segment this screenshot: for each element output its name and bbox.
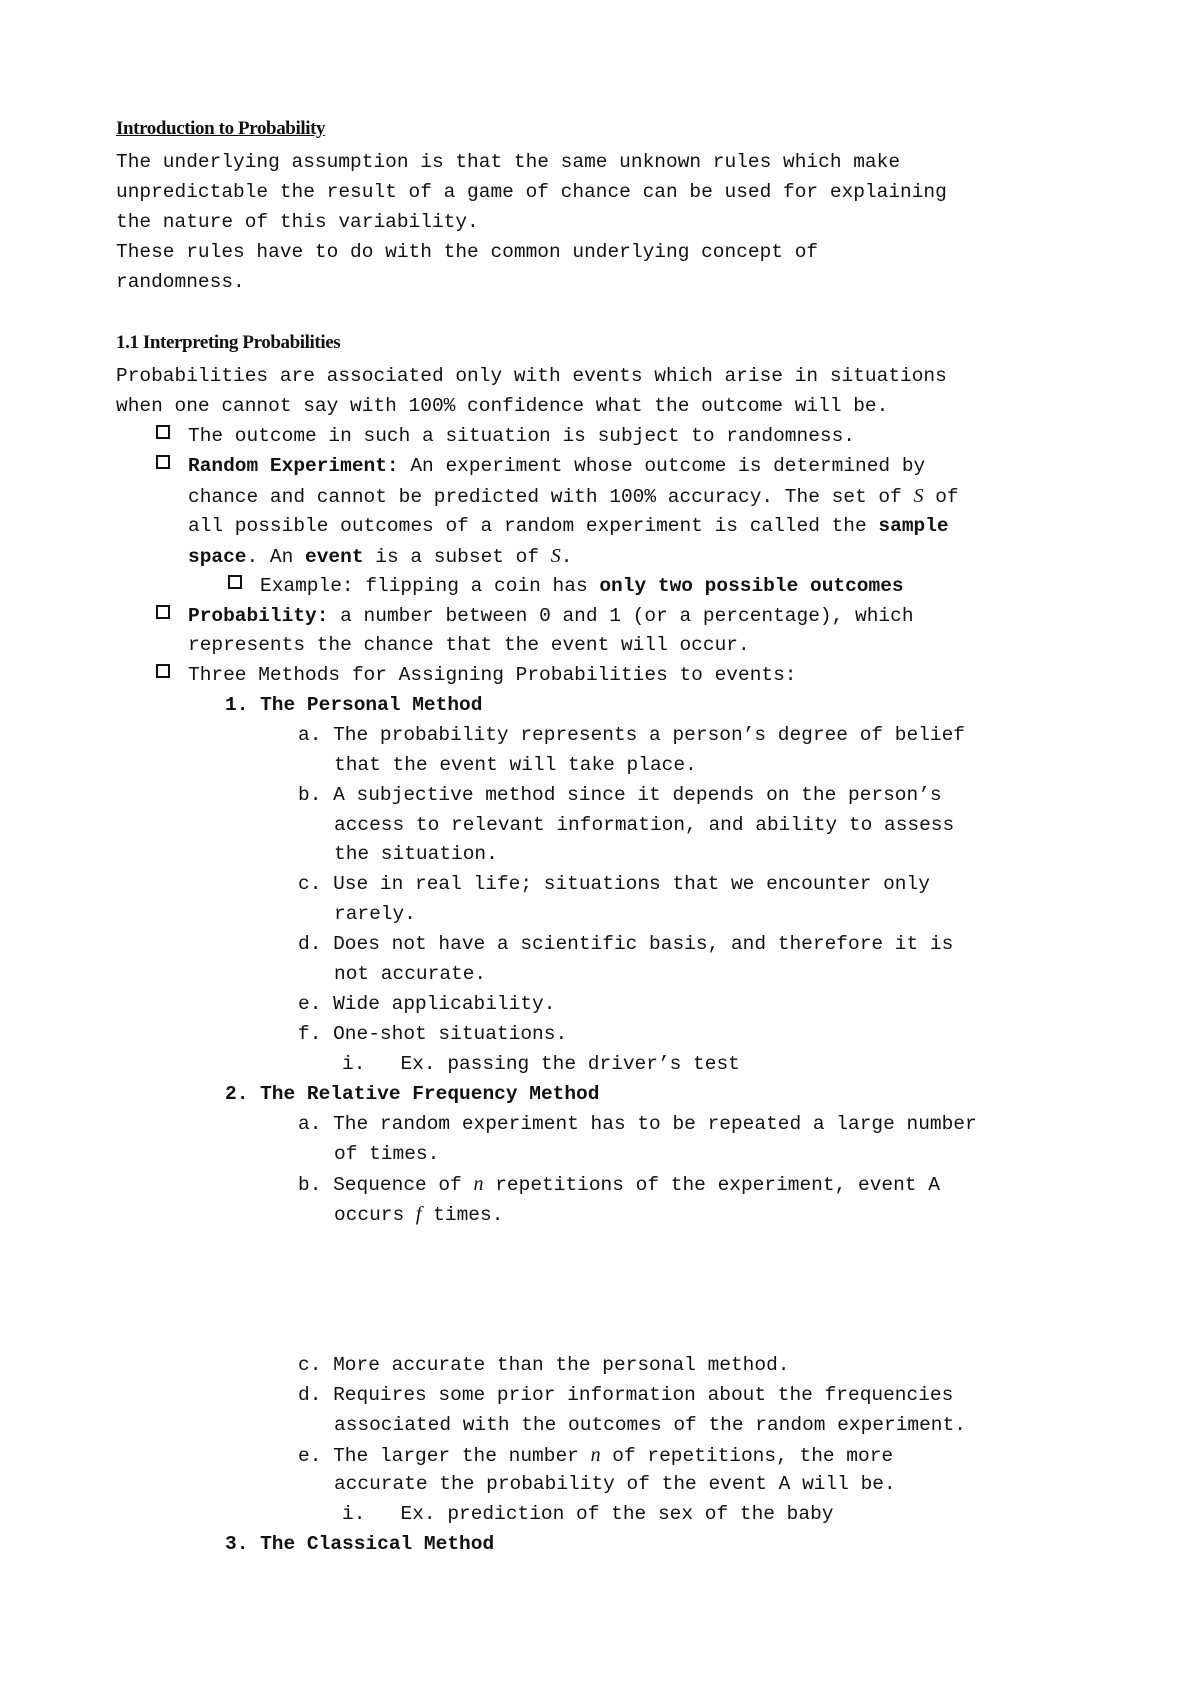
list-item: f. One-shot situations. — [298, 1023, 568, 1045]
list-text: e. The larger the number — [298, 1445, 591, 1467]
variable-s: S — [913, 485, 924, 507]
page-title: Introduction to Probability — [116, 118, 326, 139]
method-heading: 1. The Personal Method — [225, 694, 483, 716]
list-item: b. A subjective method since it depends on the person’s — [298, 784, 942, 806]
list-text: b. Sequence of — [298, 1174, 474, 1196]
sub-list-item: i. Ex. prediction of the sex of the baby — [342, 1503, 834, 1525]
sub-list-item: i. Ex. passing the driver’s test — [342, 1053, 740, 1075]
list-text: of repetitions, the more — [600, 1445, 894, 1467]
term-probability: Probability: — [188, 605, 329, 627]
bold-phrase: only two possible outcomes — [599, 575, 904, 597]
list-text: repetitions of the experiment, event A — [483, 1174, 940, 1196]
bullet-continuation — [188, 541, 572, 572]
list-text: occurs — [334, 1204, 416, 1226]
list-item: c. Use in real life; situations that we encounter only — [298, 873, 930, 895]
bullet-text: An experiment whose outcome is determined by — [398, 455, 926, 477]
term-event: event — [305, 546, 364, 568]
list-item-continuation: access to relevant information, and ability to assess — [334, 814, 955, 836]
list-item: d. Does not have a scientific basis, and therefore it is — [298, 933, 954, 955]
section-line: when one cannot say with 100% confidence what the outcome will be. — [116, 395, 889, 417]
bullet-item — [188, 451, 925, 481]
list-text: times. — [421, 1204, 504, 1226]
list-item: c. More accurate than the personal method. — [298, 1354, 790, 1376]
term-random-experiment: Random Experiment: — [188, 455, 399, 477]
intro-line: randomness. — [116, 271, 245, 293]
variable-n: n — [473, 1173, 484, 1195]
checkbox-bullet-icon — [156, 605, 170, 619]
checkbox-bullet-icon — [156, 425, 170, 439]
list-item: e. Wide applicability. — [298, 993, 556, 1015]
list-item — [298, 1169, 940, 1200]
list-item-continuation: accurate the probability of the event A will be. — [334, 1473, 896, 1495]
term-space: space — [188, 546, 247, 568]
bullet-item: Three Methods for Assigning Probabilities to events: — [188, 664, 797, 686]
variable-s: S — [550, 545, 561, 567]
bullet-text: . — [560, 546, 573, 568]
term-sample: sample — [878, 515, 949, 537]
bullet-text: a number between 0 and 1 (or a percentage), which — [328, 605, 914, 627]
bullet-text: of — [923, 486, 959, 508]
bullet-continuation — [188, 511, 949, 541]
method-heading: 2. The Relative Frequency Method — [225, 1083, 600, 1105]
checkbox-bullet-icon — [156, 455, 170, 469]
intro-line: These rules have to do with the common underlying concept of — [116, 241, 819, 263]
bullet-text: . An — [246, 546, 306, 568]
bullet-text: chance and cannot be predicted with 100% accuracy. The set of — [188, 486, 914, 508]
variable-n: n — [590, 1444, 601, 1466]
list-item-continuation: of times. — [334, 1143, 440, 1165]
list-item-continuation — [334, 1199, 503, 1230]
list-item-continuation: not accurate. — [334, 963, 487, 985]
list-item-continuation: that the event will take place. — [334, 754, 697, 776]
list-item: a. The probability represents a person’s degree of belief — [298, 724, 966, 746]
bullet-text: is a subset of — [363, 546, 551, 568]
bullet-continuation — [188, 481, 959, 512]
section-heading: 1.1 Interpreting Probabilities — [116, 332, 341, 353]
sub-bullet-item — [260, 571, 904, 601]
checkbox-bullet-icon — [228, 575, 242, 589]
list-item: a. The random experiment has to be repeated a large number — [298, 1113, 977, 1135]
bullet-text: Example: flipping a coin has — [260, 575, 600, 597]
bullet-item — [188, 601, 914, 631]
intro-line: the nature of this variability. — [116, 211, 479, 233]
list-item-continuation: rarely. — [334, 903, 416, 925]
bullet-item: The outcome in such a situation is subject to randomness. — [188, 425, 856, 447]
list-item-continuation: the situation. — [334, 843, 498, 865]
bullet-continuation: represents the chance that the event will occur. — [188, 634, 750, 656]
intro-line: The underlying assumption is that the same unknown rules which make — [116, 151, 901, 173]
list-item-continuation: associated with the outcomes of the random experiment. — [334, 1414, 966, 1436]
bullet-text: all possible outcomes of a random experiment is called the — [188, 515, 879, 537]
section-line: Probabilities are associated only with events which arise in situations — [116, 365, 947, 387]
method-heading: 3. The Classical Method — [225, 1533, 495, 1555]
intro-line: unpredictable the result of a game of chance can be used for explaining — [116, 181, 947, 203]
checkbox-bullet-icon — [156, 664, 170, 678]
variable-f: f — [415, 1203, 422, 1225]
list-item: d. Requires some prior information about the frequencies — [298, 1384, 954, 1406]
list-item — [298, 1440, 893, 1471]
